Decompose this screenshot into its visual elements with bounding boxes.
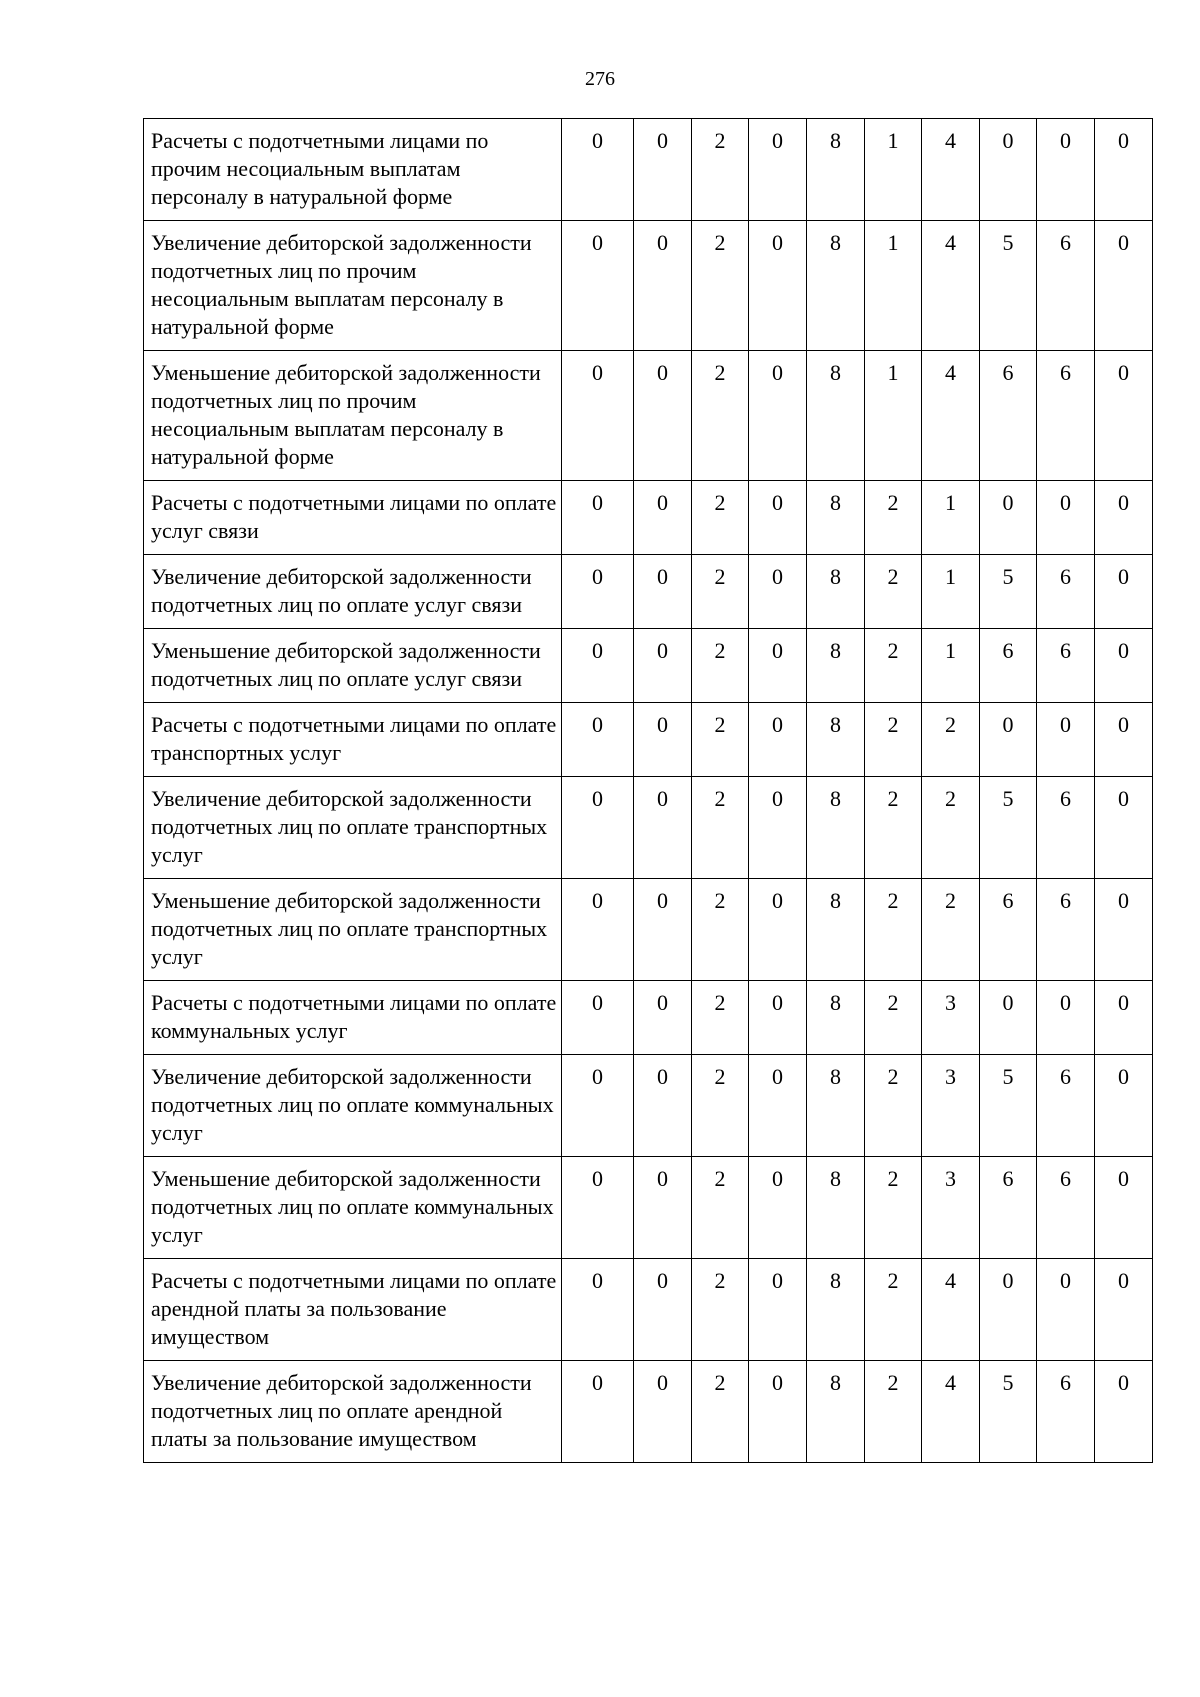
account-code-digit-cell: 4 xyxy=(922,351,980,481)
account-description-cell: Увеличение дебиторской задолженности подотчетных лиц по оплате арендной платы за пользование имуществом xyxy=(144,1361,562,1463)
account-code-digit-cell: 0 xyxy=(562,221,634,351)
table-row xyxy=(144,981,1153,1055)
account-code-digit-cell: 2 xyxy=(922,703,980,777)
account-code-digit-cell: 6 xyxy=(980,351,1037,481)
account-code-digit-cell: 4 xyxy=(922,119,980,221)
account-code-digit-cell: 2 xyxy=(865,879,922,981)
account-code-digit-cell: 2 xyxy=(692,221,749,351)
account-code-digit-cell: 6 xyxy=(1037,629,1095,703)
account-code-digit-cell: 4 xyxy=(922,1361,980,1463)
table-row xyxy=(144,221,1153,351)
account-code-digit-cell: 0 xyxy=(749,481,807,555)
account-code-digit-cell: 0 xyxy=(1095,119,1153,221)
account-code-digit-cell: 0 xyxy=(634,1157,692,1259)
account-code-digit-cell: 0 xyxy=(1095,777,1153,879)
table-row xyxy=(144,1157,1153,1259)
account-code-digit-cell: 1 xyxy=(865,221,922,351)
account-code-digit-cell: 8 xyxy=(807,119,865,221)
account-code-digit-cell: 0 xyxy=(749,981,807,1055)
account-code-digit-cell: 2 xyxy=(692,1157,749,1259)
account-code-digit-cell: 0 xyxy=(634,1055,692,1157)
account-description-cell: Расчеты с подотчетными лицами по прочим несоциальным выплатам персоналу в натуральной форме xyxy=(144,119,562,221)
account-description-cell: Расчеты с подотчетными лицами по оплате коммунальных услуг xyxy=(144,981,562,1055)
account-code-digit-cell: 0 xyxy=(749,119,807,221)
account-code-digit-cell: 2 xyxy=(865,1259,922,1361)
account-code-digit-cell: 5 xyxy=(980,555,1037,629)
account-code-digit-cell: 2 xyxy=(865,1157,922,1259)
account-code-digit-cell: 8 xyxy=(807,555,865,629)
account-code-digit-cell: 0 xyxy=(1095,629,1153,703)
account-code-digit-cell: 0 xyxy=(1095,879,1153,981)
account-code-digit-cell: 0 xyxy=(562,629,634,703)
account-description-cell: Расчеты с подотчетными лицами по оплате услуг связи xyxy=(144,481,562,555)
account-code-digit-cell: 6 xyxy=(980,1157,1037,1259)
account-code-digit-cell: 0 xyxy=(634,119,692,221)
account-code-digit-cell: 0 xyxy=(1095,555,1153,629)
account-code-digit-cell: 0 xyxy=(634,629,692,703)
account-code-digit-cell: 0 xyxy=(1095,1055,1153,1157)
account-code-digit-cell: 0 xyxy=(749,351,807,481)
account-code-digit-cell: 0 xyxy=(749,221,807,351)
account-code-digit-cell: 0 xyxy=(562,981,634,1055)
table-row xyxy=(144,777,1153,879)
account-code-digit-cell: 2 xyxy=(692,629,749,703)
account-code-digit-cell: 0 xyxy=(749,1259,807,1361)
account-code-digit-cell: 8 xyxy=(807,879,865,981)
account-code-digit-cell: 4 xyxy=(922,1259,980,1361)
account-description-cell: Уменьшение дебиторской задолженности подотчетных лиц по оплате услуг связи xyxy=(144,629,562,703)
account-code-digit-cell: 0 xyxy=(1095,1157,1153,1259)
account-code-digit-cell: 0 xyxy=(1095,703,1153,777)
account-code-digit-cell: 6 xyxy=(1037,777,1095,879)
account-code-digit-cell: 0 xyxy=(1095,481,1153,555)
table-body xyxy=(144,119,1153,1463)
account-code-digit-cell: 0 xyxy=(980,119,1037,221)
account-code-digit-cell: 0 xyxy=(634,1361,692,1463)
account-code-digit-cell: 8 xyxy=(807,1361,865,1463)
account-code-digit-cell: 0 xyxy=(562,1259,634,1361)
account-code-digit-cell: 0 xyxy=(749,629,807,703)
account-code-digit-cell: 2 xyxy=(692,1361,749,1463)
account-code-digit-cell: 2 xyxy=(692,351,749,481)
account-code-digit-cell: 3 xyxy=(922,1157,980,1259)
account-code-digit-cell: 0 xyxy=(980,703,1037,777)
account-code-digit-cell: 0 xyxy=(749,1157,807,1259)
account-code-digit-cell: 2 xyxy=(865,629,922,703)
account-code-digit-cell: 0 xyxy=(562,481,634,555)
account-code-digit-cell: 8 xyxy=(807,703,865,777)
account-code-digit-cell: 0 xyxy=(1037,1259,1095,1361)
account-code-digit-cell: 0 xyxy=(1095,221,1153,351)
account-code-digit-cell: 0 xyxy=(749,703,807,777)
account-code-digit-cell: 0 xyxy=(980,1259,1037,1361)
account-code-digit-cell: 8 xyxy=(807,221,865,351)
table-row xyxy=(144,119,1153,221)
account-description-cell: Уменьшение дебиторской задолженности подотчетных лиц по оплате транспортных услуг xyxy=(144,879,562,981)
account-code-digit-cell: 0 xyxy=(562,119,634,221)
account-code-digit-cell: 0 xyxy=(634,351,692,481)
account-code-digit-cell: 6 xyxy=(980,879,1037,981)
account-code-digit-cell: 0 xyxy=(562,1157,634,1259)
account-code-digit-cell: 0 xyxy=(562,351,634,481)
account-code-digit-cell: 0 xyxy=(749,555,807,629)
account-code-digit-cell: 0 xyxy=(562,879,634,981)
account-code-digit-cell: 1 xyxy=(922,629,980,703)
account-code-digit-cell: 3 xyxy=(922,1055,980,1157)
account-code-digit-cell: 2 xyxy=(692,879,749,981)
account-code-digit-cell: 1 xyxy=(922,555,980,629)
account-code-digit-cell: 1 xyxy=(865,119,922,221)
account-code-digit-cell: 2 xyxy=(692,1055,749,1157)
account-code-digit-cell: 5 xyxy=(980,1055,1037,1157)
account-code-digit-cell: 8 xyxy=(807,629,865,703)
account-code-digit-cell: 5 xyxy=(980,777,1037,879)
account-code-digit-cell: 8 xyxy=(807,1157,865,1259)
account-code-digit-cell: 8 xyxy=(807,481,865,555)
account-code-digit-cell: 8 xyxy=(807,1055,865,1157)
account-code-digit-cell: 0 xyxy=(1037,119,1095,221)
account-code-digit-cell: 2 xyxy=(865,555,922,629)
account-code-digit-cell: 6 xyxy=(1037,1055,1095,1157)
account-code-digit-cell: 0 xyxy=(562,1055,634,1157)
account-code-digit-cell: 0 xyxy=(562,777,634,879)
account-code-digit-cell: 1 xyxy=(922,481,980,555)
account-code-digit-cell: 5 xyxy=(980,221,1037,351)
account-description-cell: Расчеты с подотчетными лицами по оплате транспортных услуг xyxy=(144,703,562,777)
account-code-digit-cell: 2 xyxy=(865,1361,922,1463)
accounts-table xyxy=(143,118,1153,1463)
account-code-digit-cell: 0 xyxy=(749,1361,807,1463)
account-code-digit-cell: 8 xyxy=(807,777,865,879)
account-code-digit-cell: 6 xyxy=(1037,879,1095,981)
account-code-digit-cell: 0 xyxy=(634,703,692,777)
account-description-cell: Увеличение дебиторской задолженности подотчетных лиц по оплате транспортных услуг xyxy=(144,777,562,879)
account-code-digit-cell: 2 xyxy=(692,119,749,221)
account-code-digit-cell: 2 xyxy=(692,777,749,879)
account-code-digit-cell: 5 xyxy=(980,1361,1037,1463)
account-code-digit-cell: 2 xyxy=(692,1259,749,1361)
account-code-digit-cell: 0 xyxy=(634,879,692,981)
account-code-digit-cell: 0 xyxy=(634,555,692,629)
account-code-digit-cell: 0 xyxy=(1095,1361,1153,1463)
account-code-digit-cell: 2 xyxy=(692,703,749,777)
account-code-digit-cell: 6 xyxy=(1037,351,1095,481)
account-code-digit-cell: 6 xyxy=(1037,555,1095,629)
account-code-digit-cell: 6 xyxy=(1037,1361,1095,1463)
account-code-digit-cell: 0 xyxy=(980,481,1037,555)
account-code-digit-cell: 0 xyxy=(634,221,692,351)
page-number: 276 xyxy=(585,68,615,90)
account-description-cell: Увеличение дебиторской задолженности подотчетных лиц по оплате услуг связи xyxy=(144,555,562,629)
table-row xyxy=(144,1259,1153,1361)
account-code-digit-cell: 6 xyxy=(1037,1157,1095,1259)
account-code-digit-cell: 6 xyxy=(1037,221,1095,351)
account-code-digit-cell: 8 xyxy=(807,351,865,481)
account-code-digit-cell: 2 xyxy=(865,981,922,1055)
account-code-digit-cell: 2 xyxy=(692,981,749,1055)
account-code-digit-cell: 0 xyxy=(562,703,634,777)
account-code-digit-cell: 3 xyxy=(922,981,980,1055)
account-description-cell: Расчеты с подотчетными лицами по оплате арендной платы за пользование имуществом xyxy=(144,1259,562,1361)
account-code-digit-cell: 6 xyxy=(980,629,1037,703)
account-code-digit-cell: 2 xyxy=(865,481,922,555)
account-code-digit-cell: 0 xyxy=(1037,481,1095,555)
account-code-digit-cell: 4 xyxy=(922,221,980,351)
table-row xyxy=(144,555,1153,629)
account-code-digit-cell: 0 xyxy=(749,879,807,981)
account-code-digit-cell: 2 xyxy=(692,481,749,555)
account-code-digit-cell: 0 xyxy=(562,555,634,629)
account-code-digit-cell: 0 xyxy=(634,1259,692,1361)
table-row xyxy=(144,703,1153,777)
table-row xyxy=(144,629,1153,703)
account-code-digit-cell: 0 xyxy=(1037,703,1095,777)
table-row xyxy=(144,879,1153,981)
table-row xyxy=(144,1055,1153,1157)
account-code-digit-cell: 8 xyxy=(807,1259,865,1361)
account-description-cell: Уменьшение дебиторской задолженности подотчетных лиц по прочим несоциальным выплатам персоналу в натуральной форме xyxy=(144,351,562,481)
account-code-digit-cell: 1 xyxy=(865,351,922,481)
account-description-cell: Увеличение дебиторской задолженности подотчетных лиц по прочим несоциальным выплатам персоналу в натуральной форме xyxy=(144,221,562,351)
account-code-digit-cell: 0 xyxy=(634,981,692,1055)
account-code-digit-cell: 2 xyxy=(865,777,922,879)
account-code-digit-cell: 2 xyxy=(865,1055,922,1157)
account-code-digit-cell: 0 xyxy=(1095,1259,1153,1361)
account-code-digit-cell: 2 xyxy=(865,703,922,777)
account-code-digit-cell: 0 xyxy=(634,481,692,555)
account-code-digit-cell: 0 xyxy=(749,777,807,879)
account-code-digit-cell: 0 xyxy=(1095,351,1153,481)
account-code-digit-cell: 2 xyxy=(922,777,980,879)
account-code-digit-cell: 0 xyxy=(634,777,692,879)
table-row xyxy=(144,1361,1153,1463)
account-code-digit-cell: 0 xyxy=(1095,981,1153,1055)
account-description-cell: Увеличение дебиторской задолженности подотчетных лиц по оплате коммунальных услуг xyxy=(144,1055,562,1157)
account-code-digit-cell: 0 xyxy=(980,981,1037,1055)
account-code-digit-cell: 0 xyxy=(1037,981,1095,1055)
account-code-digit-cell: 2 xyxy=(922,879,980,981)
table-row xyxy=(144,351,1153,481)
account-code-digit-cell: 2 xyxy=(692,555,749,629)
account-code-digit-cell: 8 xyxy=(807,981,865,1055)
account-description-cell: Уменьшение дебиторской задолженности подотчетных лиц по оплате коммунальных услуг xyxy=(144,1157,562,1259)
account-code-digit-cell: 0 xyxy=(749,1055,807,1157)
account-code-digit-cell: 0 xyxy=(562,1361,634,1463)
table-row xyxy=(144,481,1153,555)
